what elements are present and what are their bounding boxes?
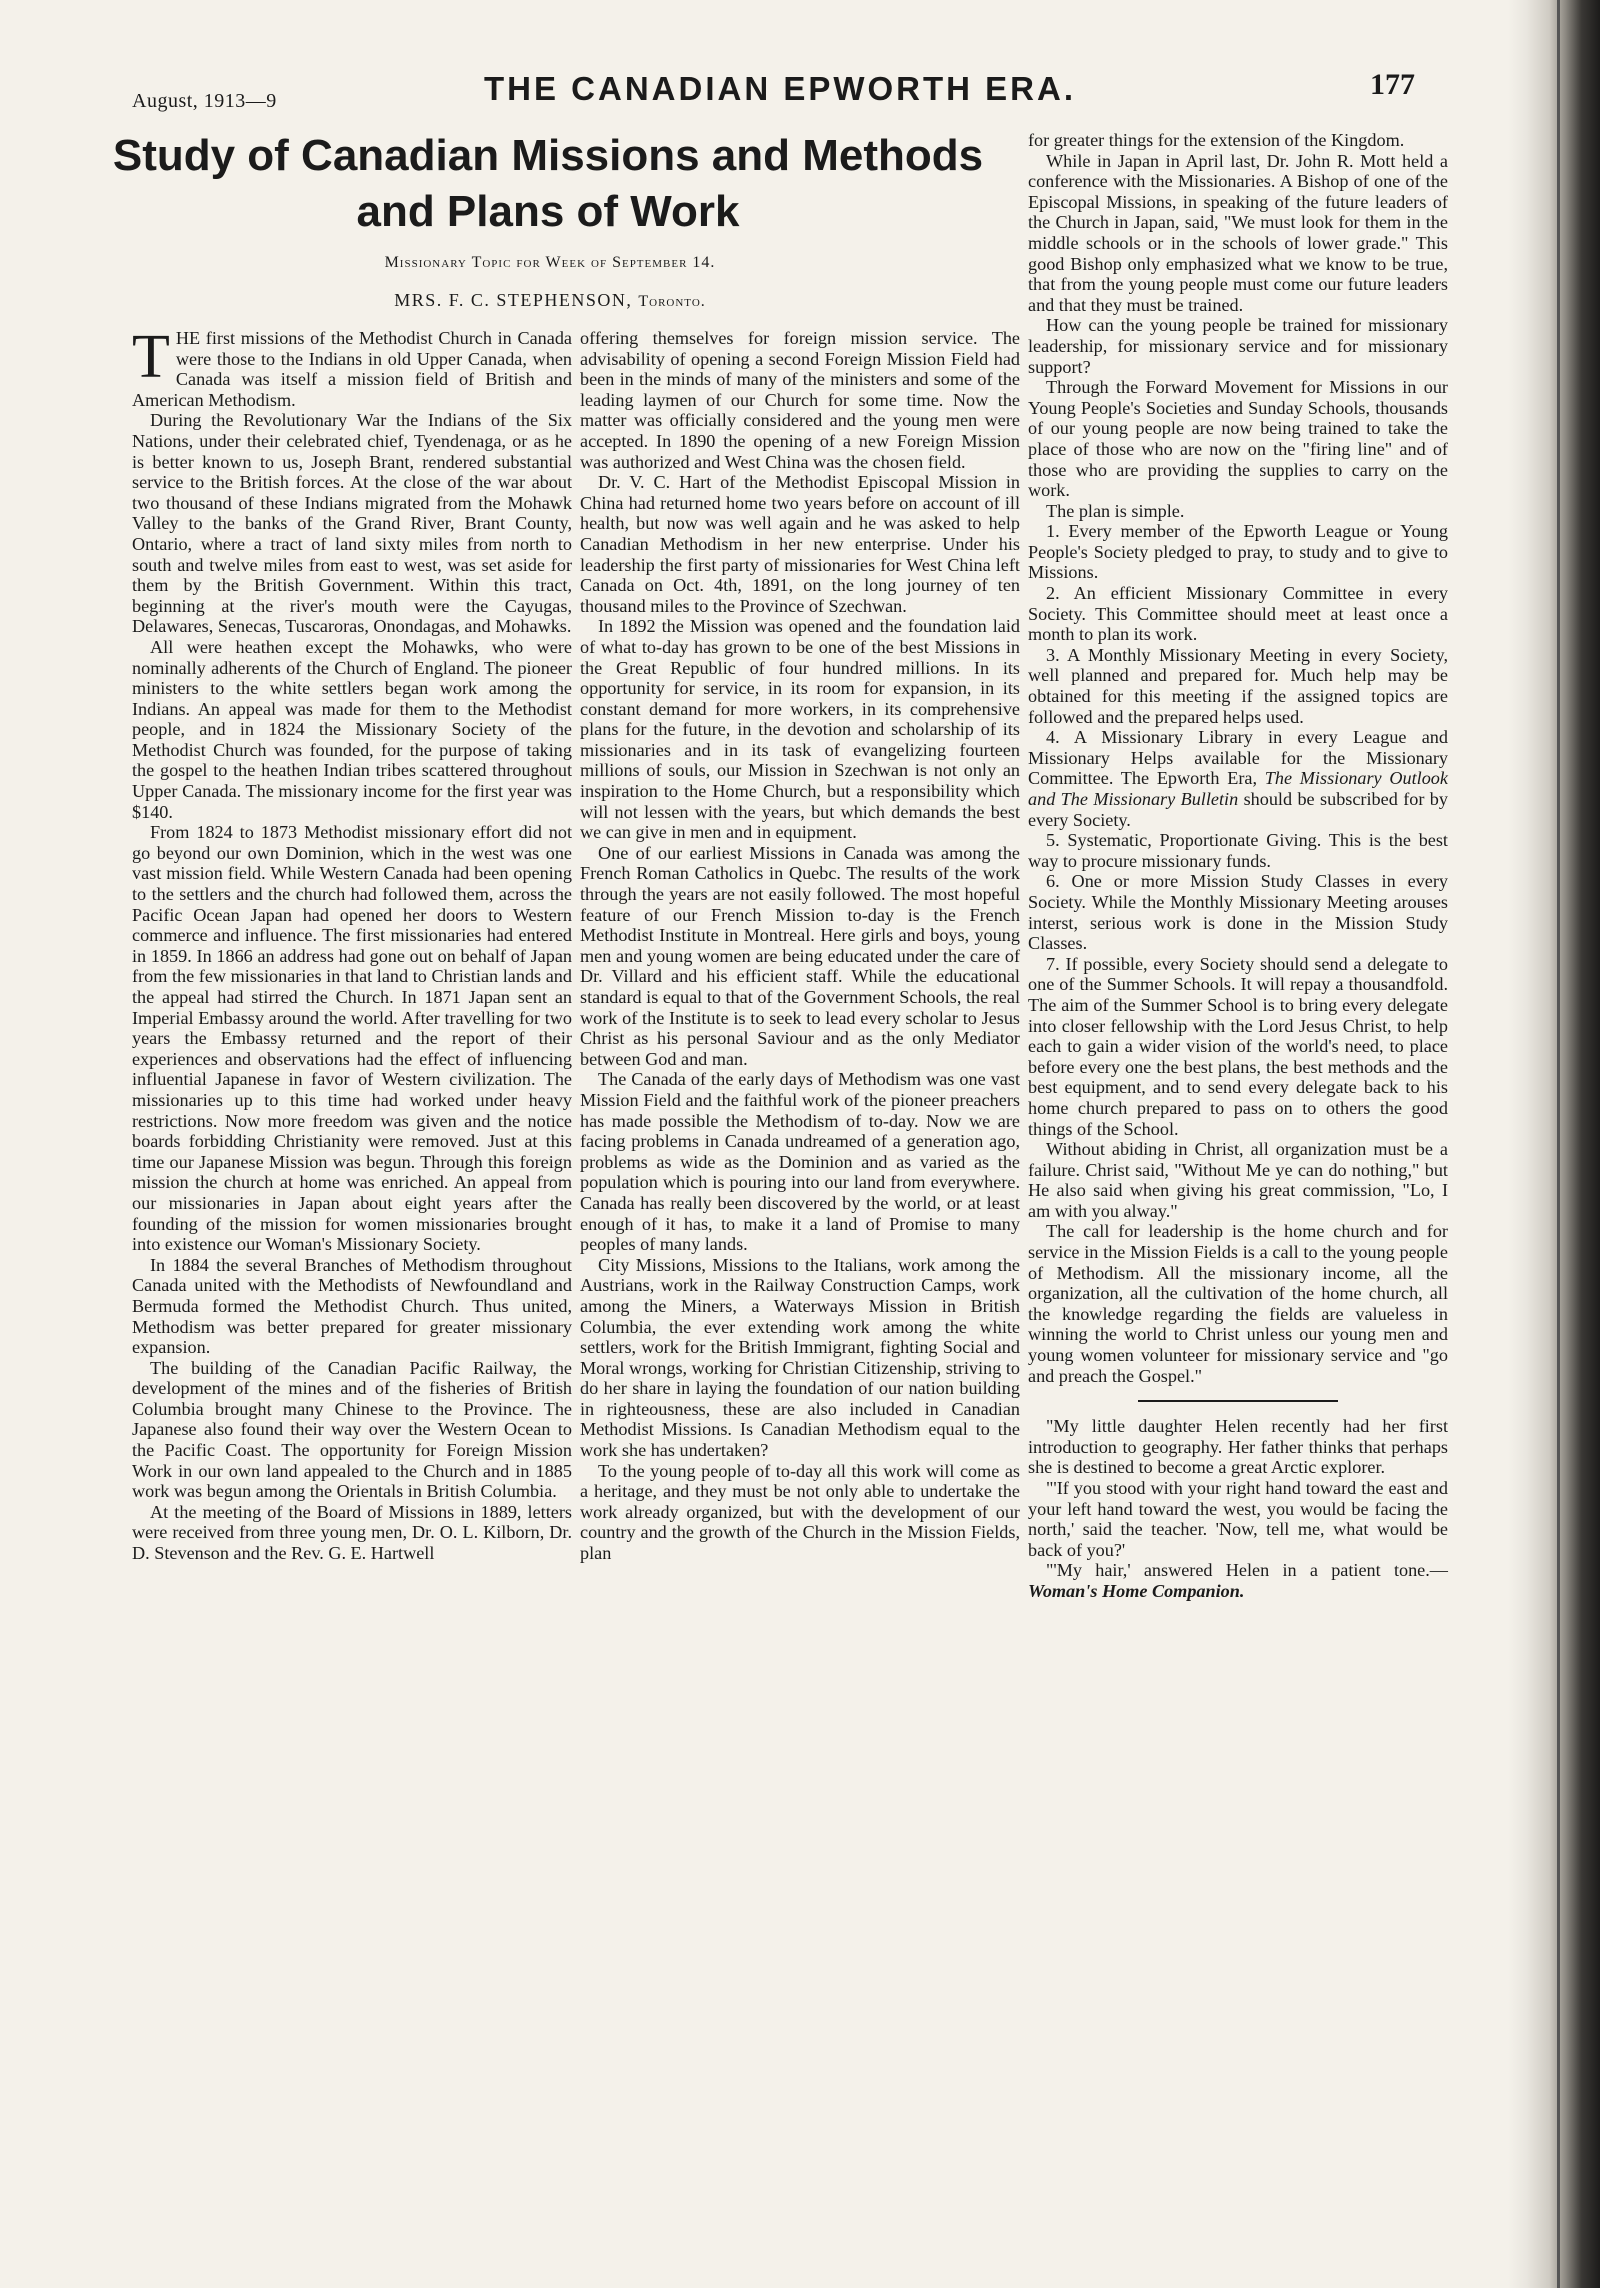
paragraph: Dr. V. C. Hart of the Methodist Episcopal Mission in China had returned home two years before on account of ill health, but now was well again and he was asked to help Canadian Methodism in her new enterprise. Under his leadership the first party of missionaries for West China left Canada on Oct. 4th, 1891, on the long journey of ten thousand miles to the Province of Szechwan. [580,472,1020,616]
source-credit: Woman's Home Companion. [1028,1580,1245,1601]
paragraph: The Canada of the early days of Methodism was one vast Mission Field and the faithful work of the pioneer preachers has made possible the Methodism of to-day. Now we are facing problems in Canada undreamed of a generation ago, problems as wide as the Dominion and as varied as the population which is pouring into our land from everywhere. Canada has really been discovered by the world, or at least enough of it has, to make it a land of Promise to many peoples of many lands. [580,1069,1020,1255]
column-3 [1028,130,1448,1602]
filler-text: "'My hair,' answered Helen in a patient tone.— [1046,1560,1448,1581]
book-edge [1508,0,1600,2288]
list-item: 5. Systematic, Proportionate Giving. This is the best way to procure missionary funds. [1028,830,1448,871]
paragraph: One of our earliest Missions in Canada was among the French Roman Catholics in Quebc. The results of the work through the years are not easily followed. The most hopeful feature of our French Mission to-day is the French Methodist Institute in Montreal. Here girls and boys, young men and young women are being educated under the care of Dr. Villard and his efficient staff. While the educational standard is equal to that of the Government Schools, the real work of the Institute is to seek to lead every scholar to Jesus Christ as his personal Saviour and as the only Mediator between God and man. [580,842,1020,1069]
paragraph: From 1824 to 1873 Methodist missionary effort did not go beyond our own Dominion, which in the west was one vast mission field. While Western Canada had been opening to the settlers and the church had followed them, across the Pacific Ocean Japan had opened her doors to Western commerce and influence. The first missionaries had entered in 1859. In 1866 an address had gone out on behalf of Japan from the few missionaries in that land to Christian lands and the appeal had stirred the Church. In 1871 Japan sent an Imperial Embassy around the world. After travelling for two years the Embassy returned and the report of their experiences and observations had the effect of influencing influential Japanese in favor of Western civilization. The missionaries up to this time had worked under heavy restrictions. Now more freedom was given and the notice boards forbidding Christianity were removed. Just at this time our Japanese Mission was begun. Through this foreign mission the church at home was enriched. An appeal from our missionaries in Japan about eight years after the founding of the mission for women missionaries brought into existence our Woman's Missionary Society. [132,822,572,1255]
paragraph: In 1892 the Mission was opened and the foundation laid of what to-day has grown to be one of the best Missions in the Great Republic of four hundred millions. In its opportunity for service, in its room for expansion, in its constant demand for more workers, in its comprehensive plans for the future, in the devotion and scholarship of its missionaries and in its task of evangelizing fourteen millions of souls, our Mission in Szechwan is not only an inspiration to the Home Church, but a responsibility which will not lessen with the years, but which demands the best we can give in men and in equipment. [580,616,1020,843]
publication-title: THE CANADIAN EPWORTH ERA. [484,70,1076,107]
paragraph: How can the young people be trained for missionary leadership, for missionary service and for missionary support? [1028,315,1448,377]
paragraph: To the young people of to-day all this work will come as a heritage, and they must be not only able to undertake the work already organized, but with the development of our country and the growth of the Church in the Mission Fields, plan [580,1460,1020,1564]
paragraph: The building of the Canadian Pacific Railway, the development of the mines and of the fisheries of British Columbia brought many Chinese to the Province. The Japanese also found their way over the Western Ocean to the Pacific Coast. The opportunity for Foreign Mission Work in our own land appealed to the Church and in 1885 work was begun among the Orientals in British Columbia. [132,1357,572,1502]
paragraph: Through the Forward Movement for Missions in our Young People's Societies and Sunday Schools, thousands of our young people are now being trained to take the place of those who are now on the "firing line" and of those who are providing the supplies to carry on the work. [1028,377,1448,501]
list-item: 6. One or more Mission Study Classes in every Society. While the Monthly Missionary Meeting arouses interst, serious work is done in the Mission Study Classes. [1028,871,1448,954]
list-item-text: should be subscribed for by every Society. [1028,789,1448,830]
list-item-text: 4. A Missionary Library in every League and Missionary Helps available for the Missionary Committee. The Epworth Era, [1028,727,1448,789]
paragraph: All were heathen except the Mohawks, who were nominally adherents of the Church of England. The pioneer ministers to the white settlers began work among the Indians. An appeal was made for them to the Methodist people, and in 1824 the Missionary Society of the Methodist Church was founded, for the purpose of taking the gospel to the heathen Indian tribes scattered throughout Upper Canada. The missionary income for the first year was $140. [132,636,572,822]
page-number: 177 [1370,68,1415,101]
issue-date: August, 1913—9 [132,90,277,112]
article-byline [140,290,960,311]
paragraph: While in Japan in April last, Dr. John R. Mott held a conference with the Missionaries. A Bishop of one of the Episcopal Missions, in speaking of the future leaders of the Church in Japan, said, "We must look for them in the middle schools or in the schools of lower grade." This good Bishop only emphasized what we know to be true, that from the young people must come our future leaders and that they must be trained. [1028,150,1448,315]
filler-paragraph [1028,1560,1448,1601]
author-name: MRS. F. C. STEPHENSON, [394,290,633,310]
paragraph: City Missions, Missions to the Italians, work among the Austrians, work in the Railway Construction Camps, work among the Miners, a Waterways Mission in British Columbia, the ever extending work among the white settlers, work for the British Immigrant, fighting Social and Moral wrongs, working for Christian Citizenship, striving to do her share in laying the foundation of our nation building in righteousness, these are also included in Canadian Methodist Missions. Is Canadian Methodism equal to the work she has undertaken? [580,1254,1020,1461]
drop-cap: T [132,323,170,391]
paragraph [132,323,572,410]
list-item: 3. A Monthly Missionary Meeting in every Society, well planned and prepared for. Much help may be obtained for this meeting if the assigned topics are followed and the prepared helps used. [1028,644,1448,727]
filler-paragraph: "'If you stood with your right hand toward the east and your left hand toward the west, you would be facing the north,' said the teacher. 'Now, tell me, what would be back of you?' [1028,1478,1448,1560]
list-item [1028,727,1448,830]
paragraph: for greater things for the extension of the Kingdom. [1028,130,1405,150]
article-topic: Missionary Topic for Week of September 14. [384,254,716,271]
list-item: 1. Every member of the Epworth League or Young People's Society pledged to pray, to study and to give to Missions. [1028,521,1448,583]
author-city: Toronto. [638,293,706,310]
paragraph: The plan is simple. [1046,500,1185,521]
column-2 [580,328,1020,1564]
paragraph: Without abiding in Christ, all organization must be a failure. Christ said, "Without Me ye can do nothing," but He also said when giving his great commission, "Lo, I am with you alway." [1028,1139,1448,1221]
list-item: 2. An efficient Missionary Committee in every Society. This Committee should meet at least once a month to plan its work. [1028,583,1448,645]
column-1 [132,323,572,1564]
article-title: Study of Canadian Missions and Methods and Plans of Work [112,131,984,236]
paragraph-text: HE first missions of the Methodist Church in Canada were those to the Indians in old Upper Canada, when Canada was itself a mission field of British and American Methodism. [132,328,572,410]
book-edge-line [1557,0,1560,2288]
section-divider [1138,1400,1338,1402]
paragraph: At the meeting of the Board of Missions in 1889, letters were received from three young men, Dr. O. L. Kilborn, Dr. D. Stevenson and the Rev. G. E. Hartwell [132,1501,572,1564]
paragraph: The call for leadership is the home church and for service in the Mission Fields is a call to the young people of Methodism. All the missionary income, all the organization, all the cultivation of the home church, all the knowledge regarding the fields are valueless in winning the world to Christ unless our young men and young women volunteer for missionary service and "go and preach the Gospel." [1028,1221,1448,1386]
paragraph: offering themselves for foreign mission service. The advisability of opening a second Foreign Mission Field had been in the minds of many of the ministers and some of the leading laymen of our Church for some time. Now the matter was officially considered and the young men were accepted. In 1890 the opening of a new Foreign Mission was authorized and West China was the chosen field. [580,328,1020,472]
paragraph: During the Revolutionary War the Indians of the Six Nations, under their celebrated chief, Tyendenaga, or as he is better known to us, Joseph Brant, rendered substantial service to the British forces. At the close of the war about two thousand of these Indians migrated from the Mohawk Valley to the banks of the Grand River, Brant County, Ontario, where a tract of land sixty miles from north to south and twelve miles from east to west, was set aside for them by the British Government. Within this tract, beginning at the river's mouth were the Cayugas, Delawares, Senecas, Tuscaroras, Onondagas, and Mohawks. [132,410,572,637]
periodical-names: The Missionary Outlook and The Missionary Bulletin [1028,768,1448,809]
list-item: 7. If possible, every Society should send a delegate to one of the Summer Schools. It will repay a thousandfold. The aim of the Summer School is to bring every delegate into closer fellowship with the Lord Jesus Christ, to help each to gain a wider vision of the world's need, to place before every one the best plans, the best methods and the best equipment, and to send every delegate back to his home church prepared to pass on to others the good things of the School. [1028,953,1448,1139]
filler-paragraph: "My little daughter Helen recently had her first introduction to geography. Her father thinks that perhaps she is destined to become a great Arctic explorer. [1028,1416,1448,1478]
paragraph: In 1884 the several Branches of Methodism throughout Canada united with the Methodists of Newfoundland and Bermuda formed the Methodist Church. Thus united, Methodism was better prepared for greater missionary expansion. [132,1254,572,1358]
